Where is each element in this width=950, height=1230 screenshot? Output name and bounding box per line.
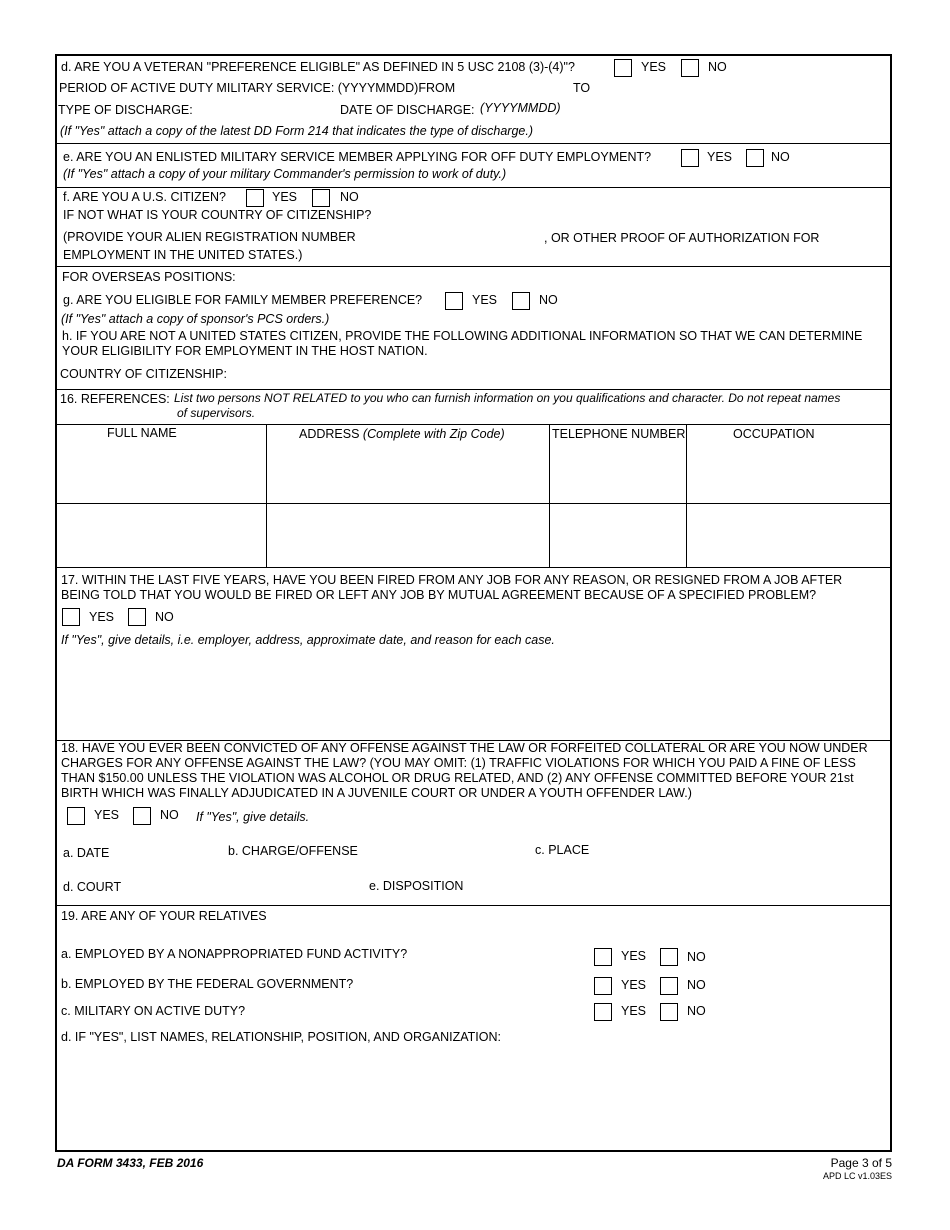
table-row-divider [57, 503, 890, 504]
enlisted-question: e. ARE YOU AN ENLISTED MILITARY SERVICE MEMBER APPLYING FOR OFF DUTY EMPLOYMENT? [63, 150, 652, 164]
q19-b-yes-label: YES [621, 978, 647, 992]
q18-yes-label: YES [94, 808, 120, 822]
column-divider [266, 424, 267, 567]
q19-a-yes-label: YES [621, 949, 647, 963]
veteran-yes-checkbox[interactable] [614, 59, 632, 77]
column-divider [549, 424, 550, 567]
q17-yes-checkbox[interactable] [62, 608, 80, 626]
table-top-rule [57, 424, 890, 425]
discharge-date-format: (YYYYMMDD) [480, 101, 561, 115]
col-full-name: FULL NAME [107, 426, 177, 440]
q18-place-label: c. PLACE [535, 843, 590, 857]
q19-d-label: d. IF "YES", LIST NAMES, RELATIONSHIP, POSITION, AND ORGANIZATION: [61, 1030, 501, 1044]
q18-yes-checkbox[interactable] [67, 807, 85, 825]
q18-note: If "Yes", give details. [196, 810, 310, 824]
citizen-yes-checkbox[interactable] [246, 189, 264, 207]
q19-a-no-label: NO [687, 950, 706, 964]
q19-b-no-checkbox[interactable] [660, 977, 678, 995]
q18-line1: 18. HAVE YOU EVER BEEN CONVICTED OF ANY OFFENSE AGAINST THE LAW OR FORFEITED COLLATERAL OR ARE YOU NOW UNDER [61, 741, 868, 755]
q18-line3: THAN $150.00 UNLESS THE VIOLATION WAS ALCOHOL OR DRUG RELATED, AND (2) ANY OFFENSE COMMITTED BEFORE YOUR 21st [61, 771, 854, 785]
veteran-yes-label: YES [641, 60, 667, 74]
col-telephone: TELEPHONE NUMBER [552, 427, 686, 441]
enlisted-no-label: NO [771, 150, 790, 164]
enlisted-yes-label: YES [707, 150, 733, 164]
active-duty-period-label: PERIOD OF ACTIVE DUTY MILITARY SERVICE: (YYYYMMDD)FROM [59, 81, 456, 95]
form-page [55, 54, 892, 1152]
family-preference-no-label: NO [539, 293, 558, 307]
col-address-note: (Complete with Zip Code) [362, 427, 505, 441]
q18-court-label: d. COURT [63, 880, 122, 894]
discharge-type-label: TYPE OF DISCHARGE: [58, 103, 193, 117]
family-preference-note: (If "Yes" attach a copy of sponsor's PCS orders.) [61, 312, 330, 326]
enlisted-no-checkbox[interactable] [746, 149, 764, 167]
veteran-no-checkbox[interactable] [681, 59, 699, 77]
family-preference-no-checkbox[interactable] [512, 292, 530, 310]
q19-a-yes-checkbox[interactable] [594, 948, 612, 966]
q17-line1: 17. WITHIN THE LAST FIVE YEARS, HAVE YOU BEEN FIRED FROM ANY JOB FOR ANY REASON, OR RESIGNED FROM A JOB AFTER [61, 573, 843, 587]
q19-b-no-label: NO [687, 978, 706, 992]
citizen-no-checkbox[interactable] [312, 189, 330, 207]
family-preference-yes-label: YES [472, 293, 498, 307]
col-address-label: ADDRESS [299, 427, 360, 441]
q17-yes-label: YES [89, 610, 115, 624]
overseas-title: FOR OVERSEAS POSITIONS: [62, 270, 236, 284]
host-nation-line2: YOUR ELIGIBILITY FOR EMPLOYMENT IN THE HOST NATION. [62, 344, 428, 358]
citizenship-country-label: IF NOT WHAT IS YOUR COUNTRY OF CITIZENSHIP? [63, 208, 372, 222]
active-duty-to-label: TO [573, 81, 591, 95]
q19-a-label: a. EMPLOYED BY A NONAPPROPRIATED FUND ACTIVITY? [61, 947, 408, 961]
veteran-no-label: NO [708, 60, 727, 74]
q19-title: 19. ARE ANY OF YOUR RELATIVES [61, 909, 267, 923]
employment-us-label: EMPLOYMENT IN THE UNITED STATES.) [63, 248, 303, 262]
enlisted-yes-checkbox[interactable] [681, 149, 699, 167]
host-nation-line1: h. IF YOU ARE NOT A UNITED STATES CITIZEN, PROVIDE THE FOLLOWING ADDITIONAL INFORMATION SO THAT WE CAN DETERMINE [62, 329, 863, 343]
alien-registration-label: (PROVIDE YOUR ALIEN REGISTRATION NUMBER [63, 230, 356, 244]
q19-b-yes-checkbox[interactable] [594, 977, 612, 995]
col-occupation: OCCUPATION [733, 427, 815, 441]
enlisted-note: (If "Yes" attach a copy of your military Commander's permission to work of duty.) [63, 167, 507, 181]
references-instruction-line1: List two persons NOT RELATED to you who can furnish information on you qualifications and character. Do not repeat names [174, 391, 841, 405]
col-address [299, 427, 505, 442]
divider [57, 389, 890, 390]
citizen-question: f. ARE YOU A U.S. CITIZEN? [63, 190, 227, 204]
q17-no-label: NO [155, 610, 174, 624]
q19-b-label: b. EMPLOYED BY THE FEDERAL GOVERNMENT? [61, 977, 354, 991]
references-instruction-line2: of supervisors. [177, 406, 256, 420]
q19-c-no-checkbox[interactable] [660, 1003, 678, 1021]
q17-no-checkbox[interactable] [128, 608, 146, 626]
q18-no-checkbox[interactable] [133, 807, 151, 825]
other-proof-label: , OR OTHER PROOF OF AUTHORIZATION FOR [544, 231, 820, 245]
divider [57, 266, 890, 267]
form-identifier: DA FORM 3433, FEB 2016 [57, 1156, 204, 1170]
q18-line4: BIRTH WHICH WAS FINALLY ADJUDICATED IN A JUVENILE COURT OR UNDER A YOUTH OFFENDER LAW.) [61, 786, 692, 800]
q19-c-no-label: NO [687, 1004, 706, 1018]
q19-c-yes-checkbox[interactable] [594, 1003, 612, 1021]
q17-note: If "Yes", give details, i.e. employer, address, approximate date, and reason for each case. [61, 633, 555, 647]
discharge-date-label: DATE OF DISCHARGE: [340, 103, 475, 117]
divider [57, 143, 890, 144]
q18-no-label: NO [160, 808, 179, 822]
family-preference-yes-checkbox[interactable] [445, 292, 463, 310]
q18-date-label: a. DATE [63, 846, 110, 860]
veteran-question: d. ARE YOU A VETERAN "PREFERENCE ELIGIBLE" AS DEFINED IN 5 USC 2108 (3)-(4)"? [61, 60, 575, 74]
q19-a-no-checkbox[interactable] [660, 948, 678, 966]
page-number: Page 3 of 5 [830, 1156, 892, 1170]
divider [57, 905, 890, 906]
q19-c-label: c. MILITARY ON ACTIVE DUTY? [61, 1004, 246, 1018]
q17-line2: BEING TOLD THAT YOU WOULD BE FIRED OR LEFT ANY JOB BY MUTUAL AGREEMENT BECAUSE OF A SPECIFIED PROBLEM? [61, 588, 817, 602]
column-divider [686, 424, 687, 567]
citizen-yes-label: YES [272, 190, 298, 204]
references-label: 16. REFERENCES: [60, 392, 170, 406]
veteran-note: (If "Yes" attach a copy of the latest DD Form 214 that indicates the type of discharge.) [60, 124, 534, 138]
family-preference-question: g. ARE YOU ELIGIBLE FOR FAMILY MEMBER PREFERENCE? [63, 293, 423, 307]
divider [57, 187, 890, 188]
q18-line2: CHARGES FOR ANY OFFENSE AGAINST THE LAW? (YOU MAY OMIT: (1) TRAFFIC VIOLATIONS FOR WHICH YOU PAID A FINE OF LESS [61, 756, 856, 770]
citizen-no-label: NO [340, 190, 359, 204]
q18-charge-label: b. CHARGE/OFFENSE [228, 844, 358, 858]
form-version: APD LC v1.03ES [822, 1171, 892, 1181]
q18-disposition-label: e. DISPOSITION [369, 879, 464, 893]
q19-c-yes-label: YES [621, 1004, 647, 1018]
divider [57, 567, 890, 568]
host-country-label: COUNTRY OF CITIZENSHIP: [60, 367, 227, 381]
